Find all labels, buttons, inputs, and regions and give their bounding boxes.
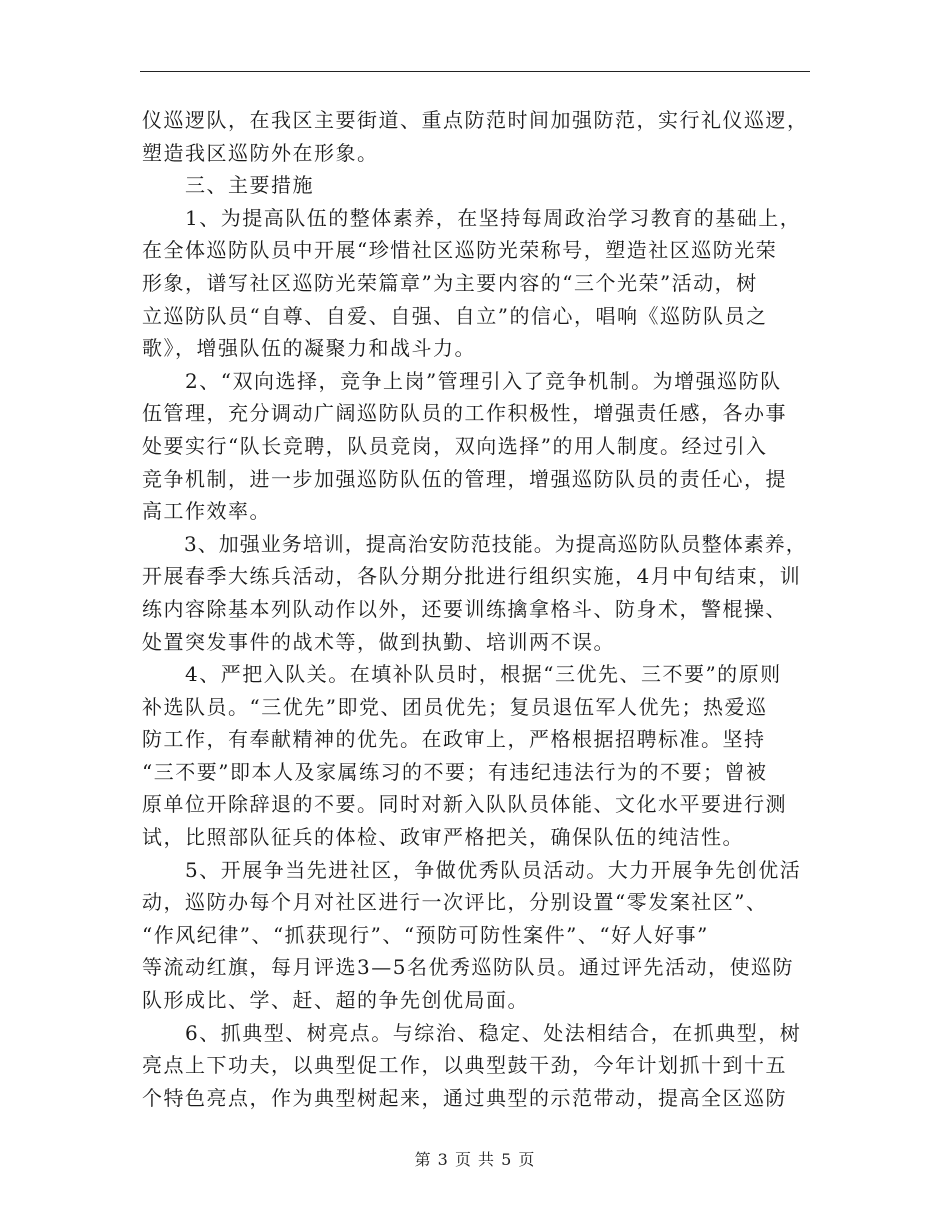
- text-line: 等流动红旗，每月评选3—5名优秀巡防队员。通过评先活动，使巡防: [142, 955, 794, 980]
- text-line: 动，巡防办每个月对社区进行一次评比，分别设置“零发案社区”、: [142, 890, 768, 915]
- text-line: 在全体巡防队员中开展“珍惜社区巡防光荣称号，塑造社区巡防光荣: [142, 238, 778, 263]
- text-line: 3、加强业务培训，提高治安防范技能。为提高巡防队员整体素养，: [142, 531, 807, 556]
- text-line: 歌》，增强队伍的凝聚力和战斗力。: [142, 336, 476, 361]
- text-line: 个特色亮点，作为典型树起来，通过典型的示范带动，提高全区巡防: [142, 1085, 787, 1110]
- text-line: 队形成比、学、赶、超的争先创优局面。: [142, 988, 529, 1013]
- header-rule: [140, 71, 810, 72]
- text-line: 亮点上下功夫，以典型促工作，以典型鼓干劲，今年计划抓十到十五: [142, 1053, 787, 1078]
- text-line: 立巡防队员“自尊、自爱、自强、自立”的信心，唱响《巡防队员之: [142, 303, 768, 328]
- document-body: [142, 104, 810, 1114]
- text-line: 补选队员。“三优先”即党、团员优先；复员退伍军人优先；热爱巡: [142, 694, 768, 719]
- text-line: 试，比照部队征兵的体检、政审严格把关，确保队伍的纯洁性。: [142, 825, 744, 850]
- text-line: 高工作效率。: [142, 499, 271, 524]
- page-number: 第 3 页 共 5 页: [414, 1150, 536, 1169]
- text-line: 原单位开除辞退的不要。同时对新入队队员体能、文化水平要进行测: [142, 792, 787, 817]
- text-line: 竞争机制，进一步加强巡防队伍的管理，增强巡防队员的责任心，提: [142, 466, 787, 491]
- text-line: 2、“双向选择，竞争上岗”管理引入了竞争机制。为增强巡防队: [142, 368, 782, 393]
- text-line: 开展春季大练兵活动，各队分期分批进行组织实施，4月中旬结束，训: [142, 564, 802, 589]
- text-line: 5、开展争当先进社区，争做优秀队员活动。大力开展争先创优活: [142, 857, 802, 882]
- text-line: 6、抓典型、树亮点。与综治、稳定、处法相结合，在抓典型，树: [142, 1020, 802, 1045]
- text-line: 仪巡逻队，在我区主要街道、重点防范时间加强防范，实行礼仪巡逻，: [142, 108, 809, 132]
- text-line: 练内容除基本列队动作以外，还要训练擒拿格斗、防身术，警棍操、: [142, 596, 787, 621]
- text-line: 形象，谱写社区巡防光荣篇章”为主要内容的“三个光荣”活动，树: [142, 270, 758, 295]
- text-line: “作风纪律”、“抓获现行”、“预防可防性案件”、“好人好事”: [142, 922, 709, 947]
- text-line: 防工作，有奉献精神的优先。在政审上，严格根据招聘标准。坚持: [142, 727, 766, 752]
- text-line: 4、严把入队关。在填补队员时，根据“三优先、三不要”的原则: [142, 662, 782, 687]
- text-line: 处置突发事件的战术等，做到执勤、培训两不误。: [142, 629, 615, 654]
- text-line: 伍管理，充分调动广阔巡防队员的工作积极性，增强责任感，各办事: [142, 401, 787, 426]
- text-line: 塑造我区巡防外在形象。: [142, 140, 379, 165]
- text-line: 1、为提高队伍的整体素养，在坚持每周政治学习教育的基础上，: [142, 205, 802, 230]
- text-line: “三不要”即本人及家属练习的不要；有违纪违法行为的不要；曾被: [142, 759, 768, 784]
- text-line: 处要实行“队长竞聘，队员竞岗，双向选择”的用人制度。经过引入: [142, 433, 768, 458]
- section-heading: 三、主要措施: [142, 173, 314, 198]
